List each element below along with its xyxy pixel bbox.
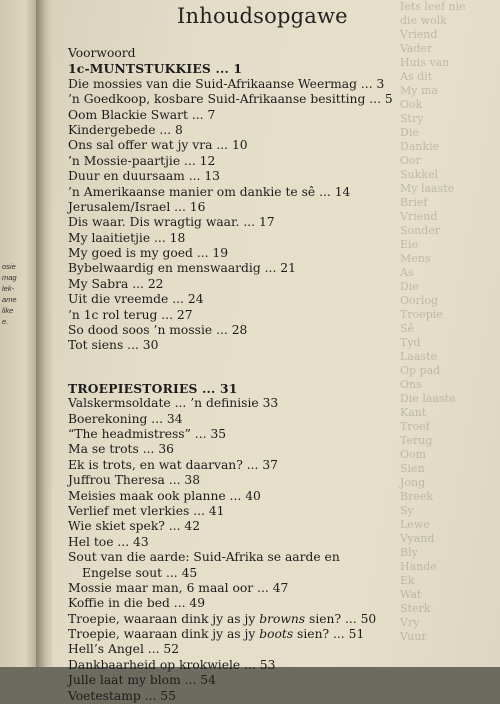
toc-entry: Tot siens ... 30 [68,338,159,353]
toc-entry: Oom Blackie Swart ... 7 [68,107,216,122]
toc-entry-text: sien? ... 51 [293,627,365,642]
left-page-fragment: e. [2,317,9,326]
toc-entry: Verlief met vlerkies ... 41 [68,503,225,518]
toc-entry: My laaitietjie ... 18 [68,230,186,245]
left-page-fragment: mag [2,273,17,282]
toc-entry: Valskermsoldate ... ’n definisie 33 [68,396,279,411]
toc-entry-text: sien? ... 50 [305,611,377,626]
page-title: Inhoudsopgawe [177,4,348,28]
toc-entry: Die mossies van die Suid-Afrikaanse Weermag ... 3 [68,76,385,91]
toc-entry: So dood soos ’n mossie ... 28 [68,323,248,338]
toc-entry: Ons sal offer wat jy vra ... 10 [68,138,248,153]
toc-section-heading: TROEPIESTORIES ... 31 [68,380,238,396]
toc-entry: “The headmistress” ... 35 [68,426,227,441]
toc-entry: Dis waar. Dis wragtig waar. ... 17 [68,215,275,230]
left-page-fragment: osie [2,262,16,271]
toc-entry: ’n Mossie-paartjie ... 12 [68,153,216,168]
section-gap [68,354,488,381]
toc-entry-text: Troepie, waaraan dink jy as jy [68,611,260,626]
toc-entry [68,612,488,627]
toc-entry: Jerusalem/Israel ... 16 [68,199,206,214]
toc-entry: Bybelwaardig en menswaardig ... 21 [68,261,296,276]
toc-entry-text: Troepie, waaraan dink jy as jy [68,627,260,642]
adjacent-page-edge [0,0,36,667]
show-through-text: Iets leef nie die wolk Vriend Vader Huis van As dit My ma Ook Stry Die Dankie Oor Sukkel My laaste Brief Vriend Sonder Eie Mens As Die Oorlog Troepie Sê Tyd Laaste Op pad Ons Die laaste Kant Troef Terug Oom Sien Jong Breek Sy Lewe Vyand Bly Hande Ek Wat Sterk Vry Vuur [400,0,466,643]
table-of-contents [68,46,488,704]
toc-entry: Koffie in die bed ... 49 [68,596,206,611]
toc-entry: Wie skiet spek? ... 42 [68,519,201,534]
toc-entry: Hell’s Angel ... 52 [68,642,180,657]
toc-entry: ’n Goedkoop, kosbare Suid-Afrikaanse besitting ... 5 [68,92,393,107]
left-page-fragment: ame [2,295,17,304]
toc-entry: Juffrou Theresa ... 38 [68,473,201,488]
toc-entry: Voetestamp ... 55 [68,688,176,703]
left-page-fragment: like [2,306,14,315]
toc-entry: Kindergebede ... 8 [68,122,183,137]
book-gutter [36,0,52,667]
toc-entry: Boerekoning ... 34 [68,411,183,426]
toc-entry [68,627,488,642]
toc-entry: ’n 1c rol terug ... 27 [68,307,193,322]
toc-section-heading: 1c-MUNTSTUKKIES ... 1 [68,61,243,77]
toc-entry: Uit die vreemde ... 24 [68,292,204,307]
toc-entry: Ma se trots ... 36 [68,442,174,457]
toc-entry: Voorwoord [68,46,136,60]
toc-entry: ’n Amerikaanse manier om dankie te sê ... 14 [68,184,351,199]
toc-entry: Dankbaarheid op krokwiele ... 53 [68,657,276,672]
toc-entry: Sout van die aarde: Suid-Afrika se aarde en [68,550,340,565]
toc-entry: Ek is trots, en wat daarvan? ... 37 [68,457,278,472]
toc-entry-italic: boots [259,627,294,642]
toc-entry: Duur en duursaam ... 13 [68,169,221,184]
toc-entry: Meisies maak ook planne ... 40 [68,488,261,503]
left-page-fragment: lek- [2,284,15,293]
toc-entry: Mossie maar man, 6 maal oor ... 47 [68,580,289,595]
toc-entry: My Sabra ... 22 [68,276,164,291]
toc-entry: My goed is my goed ... 19 [68,246,229,261]
toc-entry-italic: browns [259,611,306,626]
toc-entry: Julle laat my blom ... 54 [68,673,216,688]
toc-entry: Engelse sout ... 45 [82,565,198,580]
contents-page [52,0,500,703]
toc-entry: Hel toe ... 43 [68,534,149,549]
